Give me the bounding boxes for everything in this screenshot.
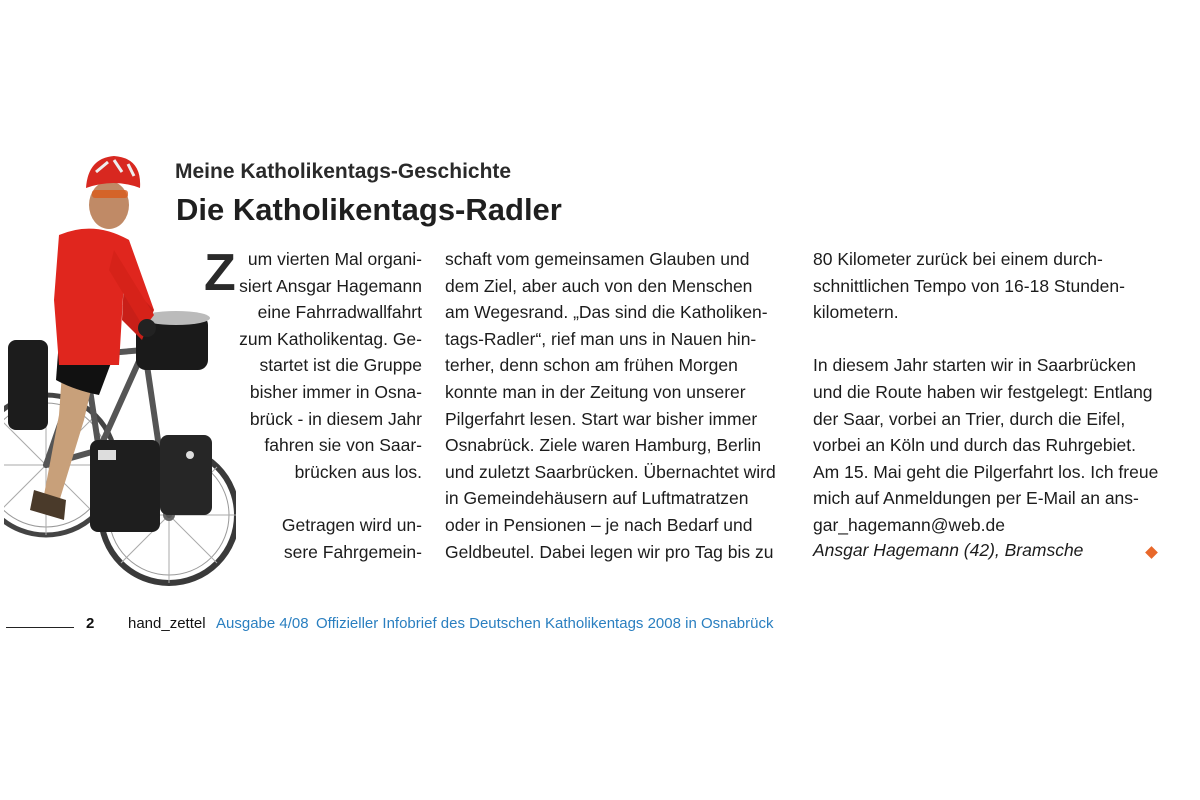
footer-rule bbox=[6, 627, 74, 628]
article-headline: Die Katholikentags-Radler bbox=[176, 192, 562, 227]
text-line: Getragen wird un- bbox=[281, 514, 422, 535]
author-credit: Ansgar Hagemann (42), Bramsche bbox=[813, 540, 1084, 560]
cyclist-photo bbox=[4, 150, 236, 595]
text-line: schnittlichen Tempo von 16-18 Stunden- bbox=[813, 275, 1125, 296]
text-line: brücken aus los. bbox=[294, 461, 422, 482]
text-line: tags-Radler“, rief man uns in Nauen hin- bbox=[445, 328, 757, 349]
article-kicker: Meine Katholikentags-Geschichte bbox=[175, 160, 512, 183]
email-link[interactable]: gar_hagemann@web.de bbox=[813, 514, 1005, 535]
text-line: oder in Pensionen – je nach Bedarf und bbox=[445, 514, 753, 535]
text-line: dem Ziel, aber auch von den Menschen bbox=[445, 275, 753, 296]
text-line: 80 Kilometer zurück bei einem durch- bbox=[813, 249, 1103, 269]
text-line: zum Katholikentag. Ge- bbox=[239, 328, 422, 349]
text-line: bisher immer in Osna- bbox=[249, 381, 422, 402]
text-line: und zuletzt Saarbrücken. Übernachtet wird bbox=[445, 461, 776, 482]
text-line: in Gemeindehäusern auf Luftmatratzen bbox=[445, 488, 749, 509]
article-column-3 bbox=[813, 246, 1158, 539]
article-column-1 bbox=[232, 246, 422, 565]
text-line: startet ist die Gruppe bbox=[259, 355, 422, 376]
text-line: und die Route haben wir festgelegt: Entlang bbox=[813, 381, 1153, 402]
page-number: 2 bbox=[86, 615, 95, 632]
text-line: vorbei an Köln und durch das Ruhrgebiet. bbox=[813, 435, 1136, 456]
text-line: Am 15. Mai geht die Pilgerfahrt los. Ich freue bbox=[813, 461, 1159, 482]
text-line: am Wegesrand. „Das sind die Katholiken- bbox=[445, 302, 768, 323]
text-line: sere Fahrgemein- bbox=[283, 541, 422, 562]
text-line: mich auf Anmeldungen per E-Mail an ans- bbox=[813, 488, 1139, 509]
text-line: kilometern. bbox=[813, 302, 899, 323]
text-line: um vierten Mal organi- bbox=[247, 249, 422, 269]
footer-issue: Ausgabe 4/08 bbox=[216, 615, 309, 632]
text-line: siert Ansgar Hagemann bbox=[239, 275, 422, 296]
text-line: der Saar, vorbei an Trier, durch die Eifel, bbox=[813, 408, 1126, 429]
drop-cap: Z bbox=[204, 244, 236, 302]
text-line: Geldbeutel. Dabei legen wir pro Tag bis zu bbox=[445, 541, 774, 562]
text-line: brück - in diesem Jahr bbox=[249, 408, 422, 429]
article-column-2 bbox=[445, 246, 790, 565]
text-line: eine Fahrradwallfahrt bbox=[257, 302, 422, 323]
end-mark-diamond-icon bbox=[1145, 546, 1158, 559]
footer-info: Offizieller Infobrief des Deutschen Katholikentags 2008 in Osnabrück bbox=[316, 615, 774, 632]
text-line: terher, denn schon am frühen Morgen bbox=[445, 355, 738, 376]
text-line: In diesem Jahr starten wir in Saarbrücken bbox=[813, 355, 1136, 376]
text-line: fahren sie von Saar- bbox=[264, 435, 422, 456]
footer-brand: hand_zettel bbox=[128, 615, 206, 632]
text-line: konnte man in der Zeitung von unserer bbox=[445, 381, 746, 402]
text-line: Osnabrück. Ziele waren Hamburg, Berlin bbox=[445, 435, 762, 456]
text-line: schaft vom gemeinsamen Glauben und bbox=[445, 249, 750, 269]
text-line: Pilgerfahrt lesen. Start war bisher immer bbox=[445, 408, 758, 429]
